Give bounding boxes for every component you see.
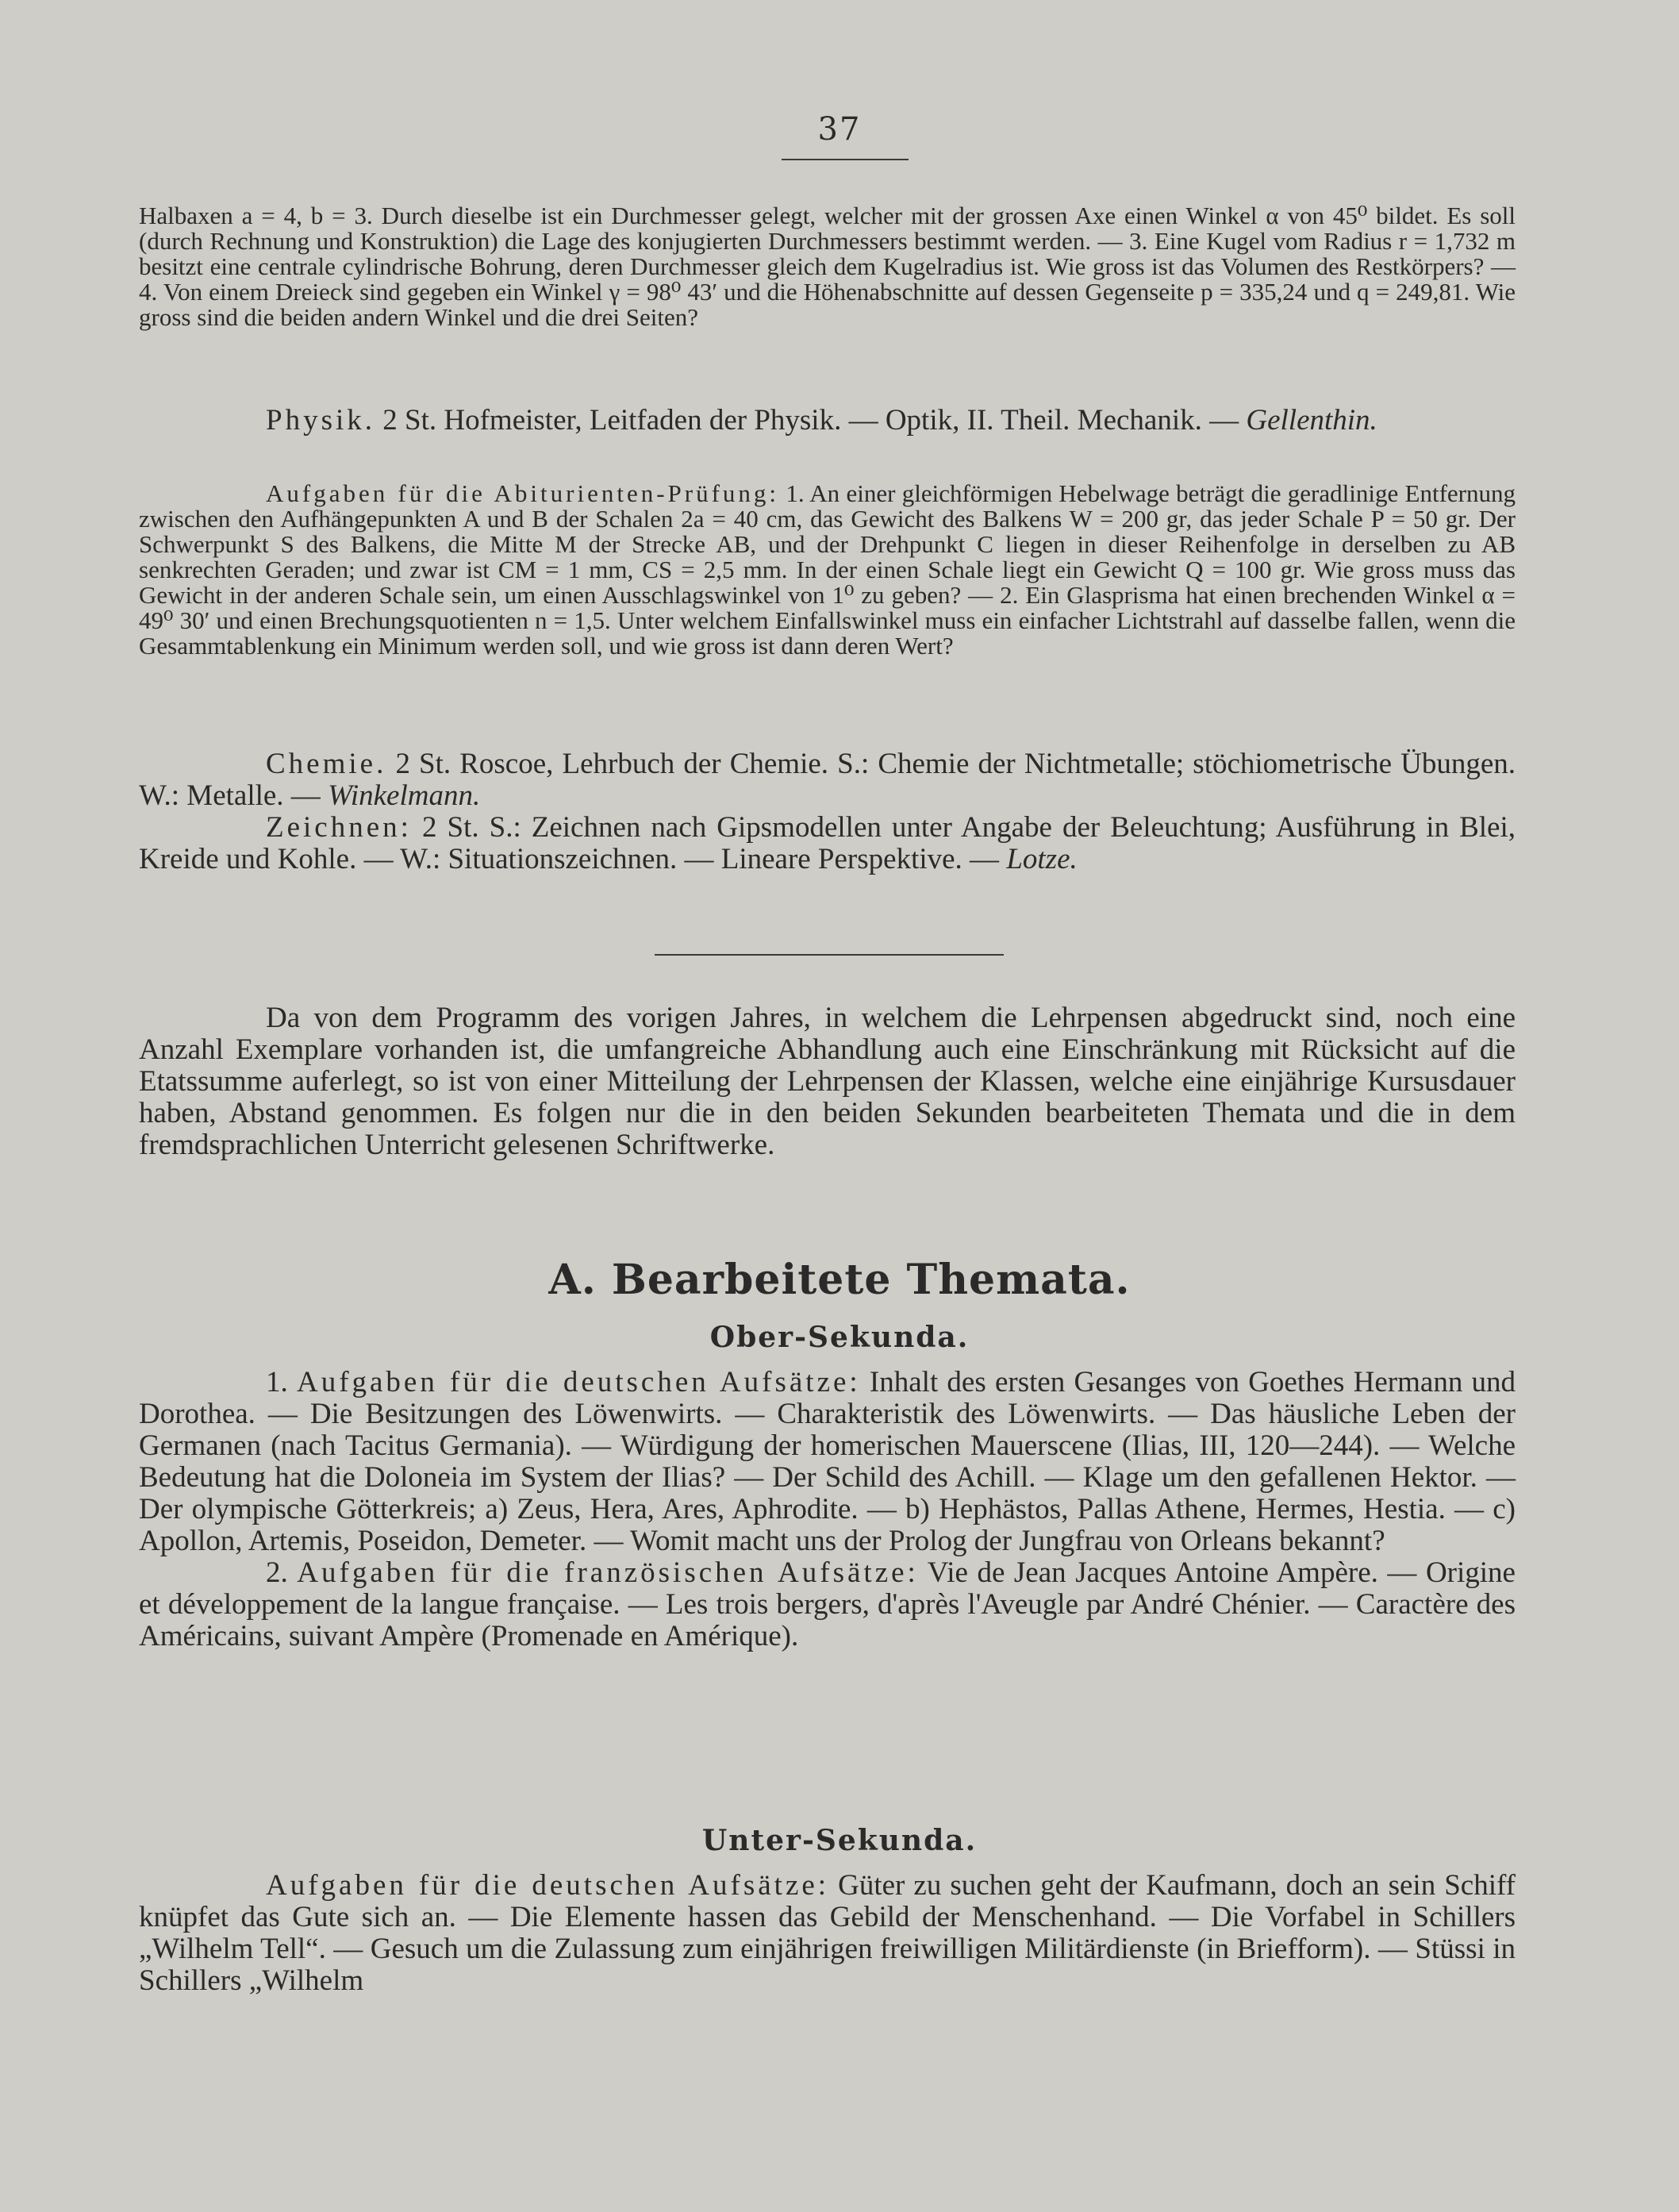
ober-sekunda-heading: Ober-Sekunda. <box>709 1321 970 1354</box>
unter-sekunda-heading: Unter-Sekunda. <box>701 1824 978 1857</box>
zeichnen-teacher: Lotze. <box>1006 843 1078 875</box>
chemie-paragraph <box>139 748 1516 812</box>
section-divider <box>655 954 1004 956</box>
ober-item-1-text: Inhalt des ersten Gesanges von Goethes Hermann und Dorothea. — Die Besitzungen des Löwenwirts. — Charakteristik des Löwenwirts. — Das häusliche Leben der Germanen (nach Tacitus Germania). — Würdigung der homerischen Mauerscene (Ilias, III, 120—244). — Welche Bedeutung hat die Doloneia im System der Ilias? — Der Schild des Achill. — Klage um den gefallenen Hektor. — Der olympische Götterkreis; a) Zeus, Hera, Ares, Aphrodite. — b) Hephästos, Pallas Athene, Hermes, Hestia. — c) Apollon, Artemis, Poseidon, Demeter. — Womit macht uns der Prolog der Jungfrau von Orleans bekannt? <box>139 1366 1516 1557</box>
unter-label: Aufgaben für die deutschen Aufsätze: <box>266 1869 830 1902</box>
math-tasks-block <box>139 203 1516 330</box>
abitur-paragraph <box>139 481 1516 659</box>
unter-text: Güter zu suchen geht der Kaufmann, doch an sein Schiff knüpfet das Gute sich an. — Die Elemente hassen das Gebild der Menschenhand. — Die Vorfabel in Schillers „Wilhelm Tell“. — Gesuch um die Zulassung zum einjährigen freiwilligen Militärdienste (in Briefform). — Stüssi in Schillers „Wilhelm <box>139 1869 1516 1997</box>
intro-block <box>139 1002 1516 1161</box>
zeichnen-text: 2 St. S.: Zeichnen nach Gipsmodellen unter Angabe der Beleuchtung; Ausführung in Blei, Kreide und Kohle. — W.: Situationszeichnen. — Lineare Perspektive. — <box>139 811 1516 875</box>
physik-paragraph <box>139 405 1516 437</box>
unter-paragraph <box>139 1870 1516 1997</box>
chemie-label: Chemie. <box>266 748 387 780</box>
abitur-text: 1. An einer gleichförmigen Hebelwage beträgt die geradlinige Entfernung zwischen den Aufhängepunkten A und B der Schalen 2a = 40 cm, das Gewicht des Balkens W = 200 gr, das jeder Schale P = 50 gr. Der Schwerpunkt S des Balkens, die Mitte M der Strecke AB, und der Drehpunkt C liegen in dieser Reihenfolge in derselben zu AB senkrechten Geraden; und zwar ist CM = 1 mm, CS = 2,5 mm. In der einen Schale liegt ein Gewicht Q = 100 gr. Wie gross muss das Gewicht in der anderen Schale sein, um einen Ausschlagswinkel von 1⁰ zu geben? — 2. Ein Glasprisma hat einen brechenden Winkel α = 49⁰ 30′ und einen Brechungsquotienten n = 1,5. Unter welchem Einfallswinkel muss ein einfacher Lichtstrahl auf dasselbe fallen, wenn die Gesammtablenkung ein Minimum werden soll, und wie gross ist dann deren Wert? <box>139 479 1516 660</box>
zeichnen-label: Zeichnen: <box>266 811 412 844</box>
page-number: 37 <box>817 111 862 148</box>
zeichnen-paragraph <box>139 812 1516 875</box>
ober-item-1-label: Aufgaben für die deutschen Aufsätze: <box>296 1366 861 1398</box>
zeichnen-block <box>139 812 1516 875</box>
chemie-teacher: Winkelmann. <box>328 779 481 812</box>
unter-sekunda-block <box>139 1870 1516 1997</box>
intro-paragraph: Da von dem Programm des vorigen Jahres, in welchem die Lehrpensen abgedruckt sind, noch eine Anzahl Exemplare vorhanden ist, die umfangreiche Abhandlung auch eine Einschränkung mit Rücksicht auf die Etatssumme auferlegt, so ist von einer Mitteilung der Lehrpensen der Klassen, welche eine einjährige Kursusdauer haben, Abstand genommen. Es folgen nur die in den beiden Sekunden bearbeiteten Themata und die in dem fremdsprachlichen Unterricht gelesenen Schriftwerke. <box>139 1002 1516 1161</box>
chemie-block <box>139 748 1516 812</box>
ober-item-2-label: Aufgaben für die französischen Aufsätze: <box>297 1556 919 1589</box>
ober-item-2-text: Vie de Jean Jacques Antoine Ampère. — Origine et développement de la langue française. — Les trois bergers, d'après l'Aveugle par André Chénier. — Caractère des Américains, suivant Ampère (Promenade en Amérique). <box>139 1556 1516 1652</box>
physik-block <box>139 405 1516 437</box>
chemie-text: 2 St. Roscoe, Lehrbuch der Chemie. S.: Chemie der Nichtmetalle; stöchiometrische Übungen. W.: Metalle. — <box>139 748 1516 812</box>
ober-item-1-number: 1. <box>266 1366 288 1398</box>
physik-teacher: Gellenthin. <box>1246 404 1377 437</box>
ober-sekunda-block <box>139 1367 1516 1652</box>
page-number-rule <box>782 159 909 160</box>
abitur-label: Aufgaben für die Abiturienten-Prüfung: <box>266 479 780 507</box>
abitur-block <box>139 481 1516 659</box>
ober-item-1 <box>139 1367 1516 1557</box>
physik-text: 2 St. Hofmeister, Leitfaden der Physik. — Optik, II. Theil. Mechanik. — <box>382 404 1239 437</box>
ober-item-2-number: 2. <box>266 1556 288 1589</box>
math-tasks-paragraph: Halbaxen a = 4, b = 3. Durch dieselbe ist ein Durchmesser gelegt, welcher mit der grossen Axe einen Winkel α von 45⁰ bildet. Es soll (durch Rechnung und Konstruktion) die Lage des konjugierten Durchmessers bestimmt werden. — 3. Eine Kugel vom Radius r = 1,732 m besitzt eine centrale cylindrische Bohrung, deren Durchmesser gleich dem Kugelradius ist. Wie gross ist das Volumen des Restkörpers? — 4. Von einem Dreieck sind gegeben ein Winkel γ = 98⁰ 43′ und die Höhenabschnitte auf dessen Gegenseite p = 335,24 und q = 249,81. Wie gross sind die beiden andern Winkel und die drei Seiten? <box>139 202 1516 331</box>
physik-label: Physik. <box>266 404 376 437</box>
section-title: A. Bearbeitete Themata. <box>548 1256 1131 1304</box>
ober-item-2 <box>139 1557 1516 1652</box>
